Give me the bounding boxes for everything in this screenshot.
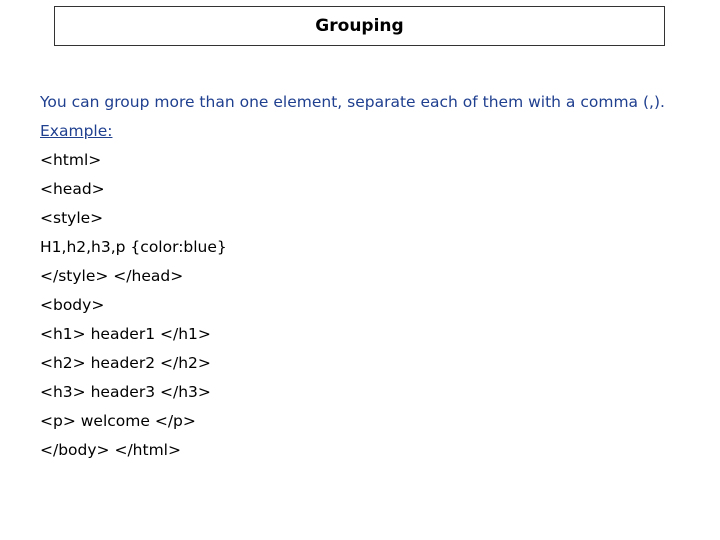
- code-line: <html>: [40, 151, 102, 169]
- code-line: <h3> header3 </h3>: [40, 383, 211, 401]
- title-box: [54, 6, 665, 46]
- intro-text: You can group more than one element, separate each of them with a comma (,).: [40, 93, 665, 111]
- code-line: <style>: [40, 209, 104, 227]
- code-line: <h2> header2 </h2>: [40, 354, 211, 372]
- code-line: H1,h2,h3,p {color:blue}: [40, 238, 227, 256]
- code-line: </style> </head>: [40, 267, 184, 285]
- code-line: </body> </html>: [40, 441, 181, 459]
- code-line: <body>: [40, 296, 105, 314]
- code-line: <head>: [40, 180, 105, 198]
- example-label: Example:: [40, 122, 113, 140]
- slide-title: Grouping: [315, 16, 404, 36]
- code-line: <h1> header1 </h1>: [40, 325, 211, 343]
- code-line: <p> welcome </p>: [40, 412, 196, 430]
